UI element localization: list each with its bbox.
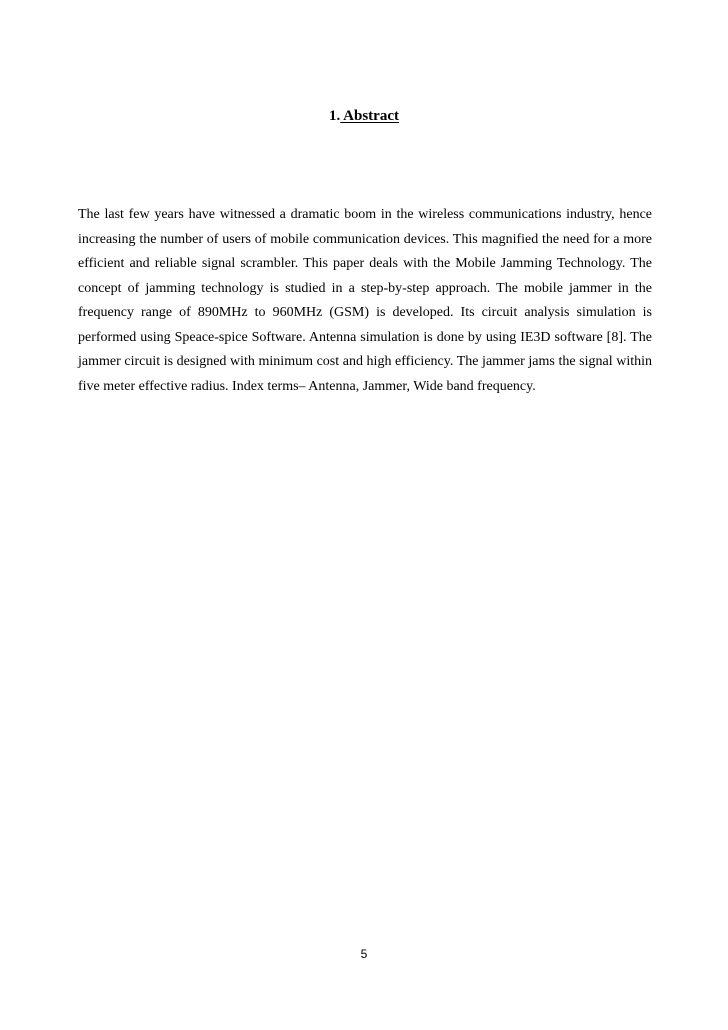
section-heading — [0, 106, 728, 126]
page-number: 5 — [360, 947, 368, 961]
section-title: Abstract — [340, 108, 399, 124]
abstract-paragraph: The last few years have witnessed a dramatic boom in the wireless communications industry, hence increasing the number of users of mobile communication devices. This magnified the need for a more efficient and reliable signal scrambler. This paper deals with the Mobile Jamming Technology. The concept of jamming technology is studied in a step-by-step approach. The mobile jammer in the frequency range of 890MHz to 960MHz (GSM) is developed. Its circuit analysis simulation is performed using Speace-spice Software. Antenna simulation is done by using IE3D software [8]. The jammer circuit is designed with minimum cost and high efficiency. The jammer jams the signal within five meter effective radius. Index terms– Antenna, Jammer, Wide band frequency. — [78, 207, 652, 394]
section-number: 1. — [329, 108, 341, 124]
